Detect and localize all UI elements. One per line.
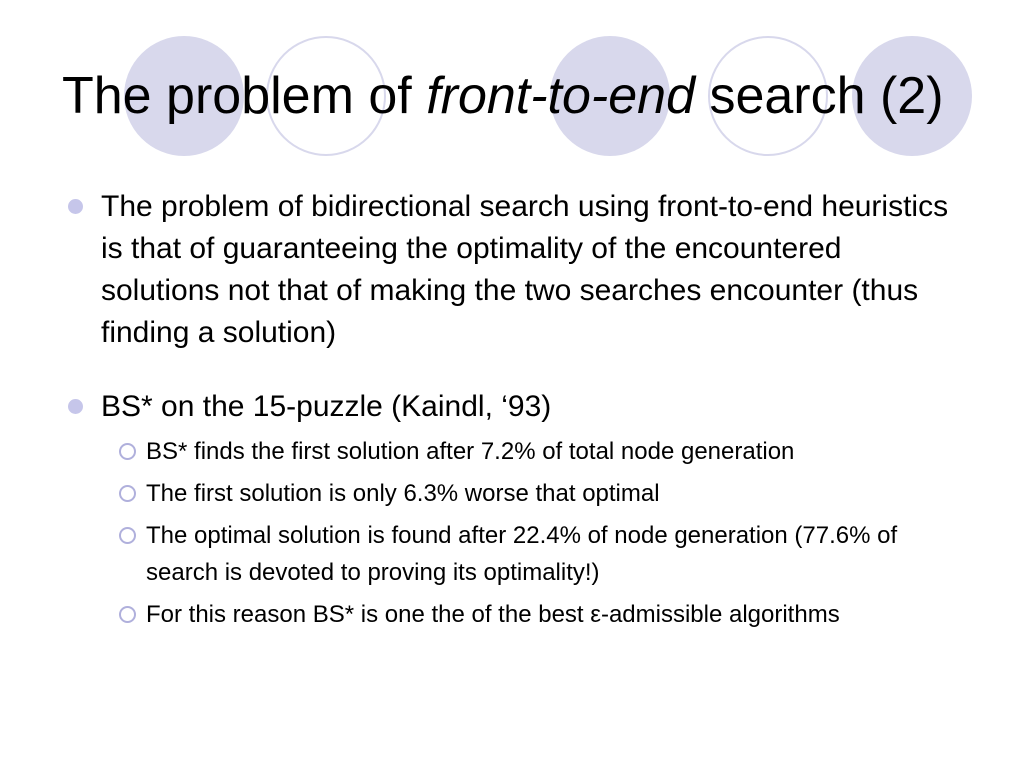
- sub-bullet-list: [66, 433, 966, 633]
- hollow-circle-bullet-icon: [119, 443, 136, 460]
- title-suffix: search (2): [695, 67, 944, 125]
- slide-content: [66, 186, 966, 633]
- sub-bullet-item: [66, 596, 966, 633]
- sub-bullet-text: The first solution is only 6.3% worse that optimal: [146, 480, 660, 507]
- sub-bullet-text: The optimal solution is found after 22.4% of node generation (77.6% of search is devoted to proving its optimality!): [146, 522, 898, 586]
- sub-bullet-text: For this reason BS* is one the of the best ε-admissible algorithms: [146, 601, 840, 628]
- filled-circle-bullet-icon: [68, 199, 83, 214]
- title-prefix: The problem of: [62, 67, 427, 125]
- bullet-text: The problem of bidirectional search using front-to-end heuristics is that of guaranteeing the optimality of the encountered solutions not that of making the two searches encounter (thus finding a solution): [101, 190, 949, 349]
- bullet-text: BS* on the 15-puzzle (Kaindl, ‘93): [101, 390, 552, 423]
- bullet-item-2: [66, 386, 966, 428]
- filled-circle-bullet-icon: [68, 399, 83, 414]
- sub-bullet-item: [66, 475, 966, 512]
- slide-title: [62, 62, 944, 130]
- hollow-circle-bullet-icon: [119, 606, 136, 623]
- bullet-item-1: [66, 186, 966, 354]
- hollow-circle-bullet-icon: [119, 527, 136, 544]
- sub-bullet-item: [66, 433, 966, 470]
- sub-bullet-text: BS* finds the first solution after 7.2% of total node generation: [146, 438, 795, 465]
- hollow-circle-bullet-icon: [119, 485, 136, 502]
- sub-bullet-item: [66, 517, 966, 591]
- title-emphasis: front-to-end: [426, 67, 695, 125]
